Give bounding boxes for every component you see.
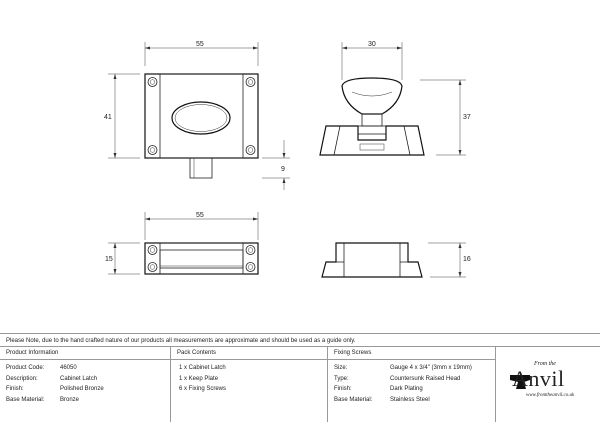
list-item: 1 x Keep Plate (179, 375, 219, 382)
pack-contents-panel (171, 347, 328, 422)
row-value: Stainless Steel (390, 396, 430, 403)
top-view (105, 212, 258, 274)
logo-wordmark: Anvil (512, 366, 565, 391)
row-value: Countersunk Raised Head (390, 375, 461, 382)
end-view (322, 243, 471, 277)
row-label: Type: (334, 375, 349, 382)
row-value: Cabinet Latch (60, 375, 98, 382)
row-value: Polished Bronze (60, 386, 104, 392)
row-label: Size: (334, 365, 348, 371)
from-the-anvil-logo (496, 347, 600, 422)
fixing-screws-panel (328, 347, 496, 422)
row-label: Base Material: (334, 396, 373, 403)
screw-finish-row (334, 384, 495, 395)
row-label: Base Material: (6, 396, 45, 403)
dim-top-height: 15 (105, 256, 113, 263)
finish-row (6, 384, 170, 395)
dim-end-height: 16 (463, 256, 471, 263)
screw-size-row (334, 363, 495, 374)
row-label: Finish: (6, 386, 24, 392)
logo-url: www.fromtheanvil.co.uk (526, 393, 575, 398)
row-value: Gauge 4 x 3/4" (3mm x 19mm) (390, 365, 472, 371)
row-value: Bronze (60, 396, 80, 403)
fixing-screws-title: Fixing Screws (328, 347, 495, 360)
description-row (6, 374, 170, 385)
row-label: Description: (6, 375, 38, 382)
screw-type-row (334, 374, 495, 385)
screw-material-row (334, 395, 495, 406)
list-item: 6 x Fixing Screws (179, 386, 227, 392)
disclaimer-note: Please Note, due to the hand crafted nature of our products all measurements are approximate and should be used as a guide only. (0, 333, 600, 347)
base-material-row (6, 395, 170, 406)
logo-from-text: From the (534, 361, 556, 367)
pack-contents-title: Pack Contents (171, 347, 327, 360)
product-information-panel (0, 347, 171, 422)
dim-side-height: 37 (463, 114, 471, 121)
dim-top-width: 55 (196, 212, 204, 219)
row-value: 46050 (60, 365, 77, 371)
list-item: 1 x Cabinet Latch (179, 365, 226, 371)
dim-bolt-offset: 9 (281, 166, 285, 173)
product-information-title: Product Information (0, 347, 170, 360)
row-label: Product Code: (6, 365, 45, 371)
side-view (320, 41, 471, 155)
row-label: Finish: (334, 386, 352, 392)
row-value: Dark Plating (390, 386, 423, 392)
dim-side-width: 30 (368, 41, 376, 48)
dim-front-width: 55 (196, 41, 204, 48)
front-view (104, 41, 290, 190)
dim-front-height: 41 (104, 114, 112, 121)
product-code-row (6, 363, 170, 374)
